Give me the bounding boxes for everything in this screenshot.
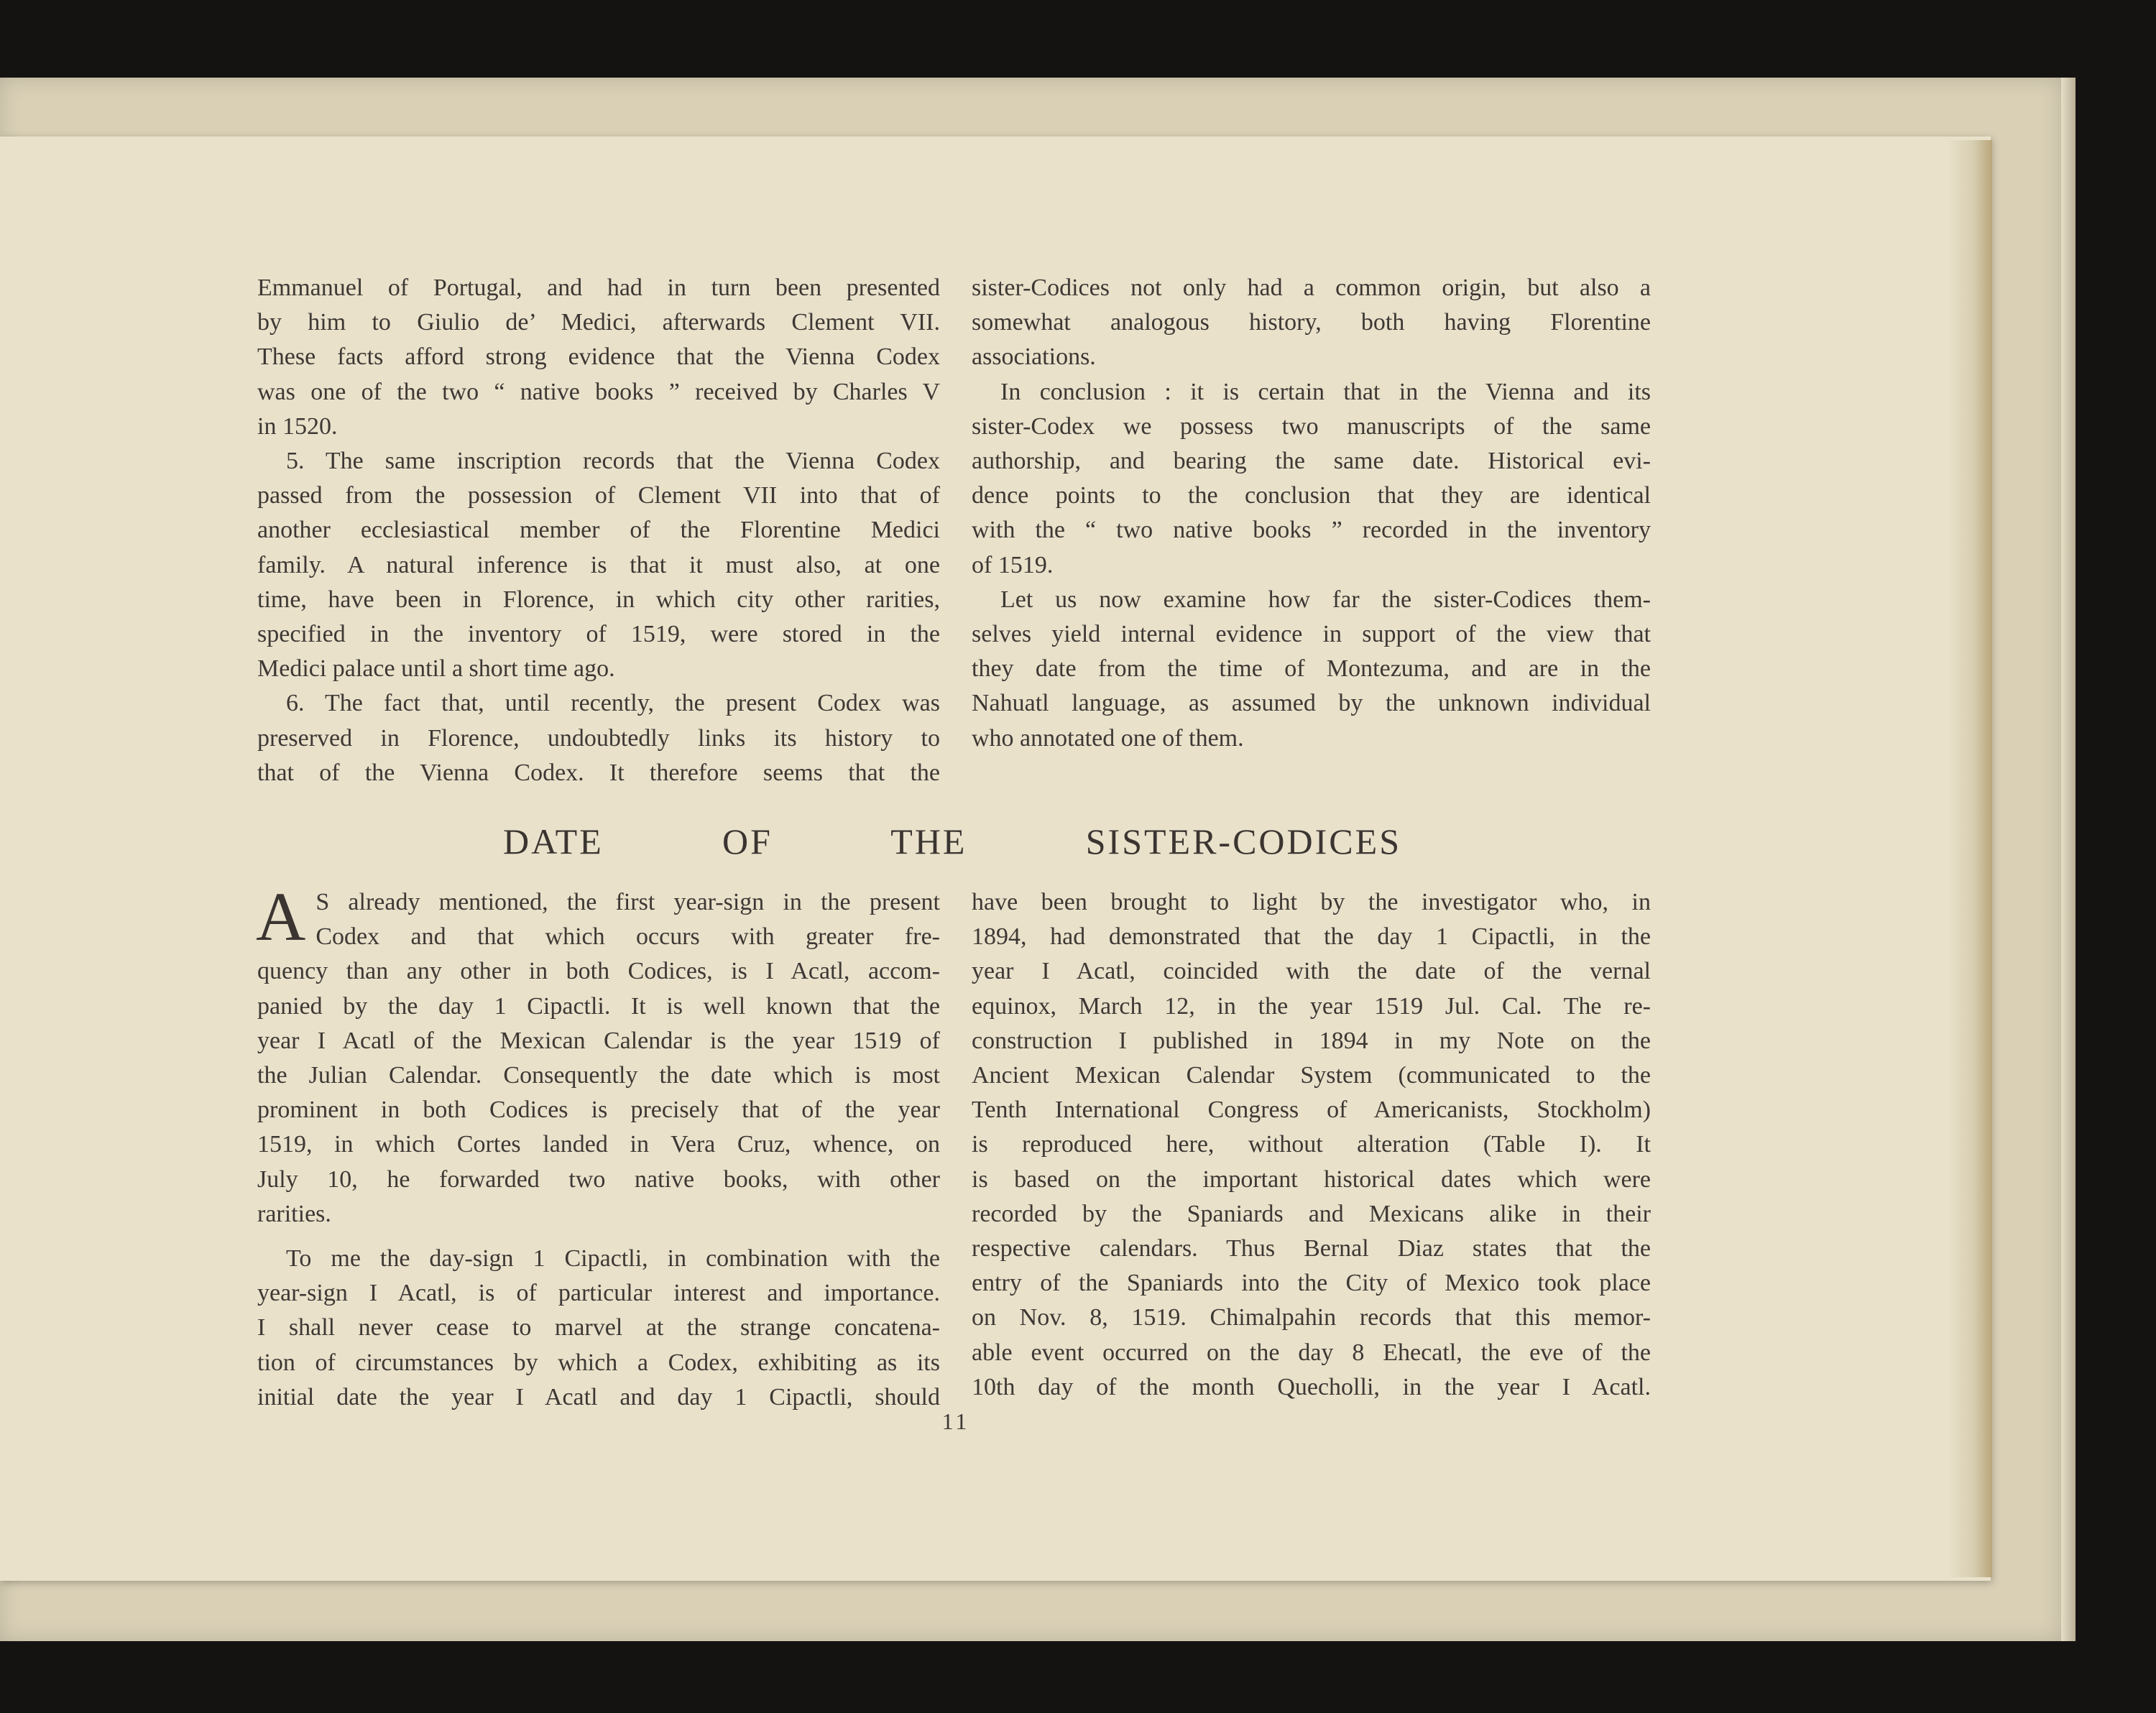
- text-line: In conclusion : it is certain that in the Vienna and its: [1000, 378, 1651, 405]
- column-bottom-right: [972, 885, 1651, 1405]
- column-top-left: [257, 271, 940, 790]
- text-line: July 10, he forwarded two native books, with other: [257, 1165, 940, 1193]
- text-line: respective calendars. Thus Bernal Diaz states that the: [972, 1235, 1651, 1262]
- drop-cap: A: [256, 878, 306, 955]
- text-line: they date from the time of Montezuma, and are in the: [972, 655, 1651, 683]
- section-heading: DATE OF THE SISTER-CODICES: [503, 821, 1401, 862]
- text-line: in 1520.: [257, 412, 338, 440]
- text-line: is based on the important historical dates which were: [972, 1165, 1651, 1193]
- paragraph: [257, 1242, 940, 1415]
- text-line: time, have been in Florence, in which city other rarities,: [257, 586, 940, 613]
- column-top-right: [972, 271, 1651, 756]
- paragraph: [972, 583, 1651, 756]
- text-line: was one of the two “ native books ” received by Charles V: [257, 378, 940, 405]
- text-line: quency than any other in both Codices, is I Acatl, accom-: [257, 958, 940, 985]
- text-line: 6. The fact that, until recently, the present Codex was: [286, 690, 940, 717]
- text-line: year-sign I Acatl, is of particular interest and importance.: [257, 1280, 940, 1307]
- paragraph: [972, 885, 1651, 1405]
- text-line: able event occurred on the day 8 Ehecatl, the eve of the: [972, 1339, 1651, 1366]
- paragraph: [257, 444, 940, 686]
- text-line: with the “ two native books ” recorded in the inventory: [972, 517, 1651, 544]
- text-line: year I Acatl of the Mexican Calendar is the year 1519 of: [257, 1027, 940, 1054]
- board-edge: [2061, 78, 2076, 1641]
- text-line: passed from the possession of Clement VII into that of: [257, 482, 940, 509]
- page-number: 11: [941, 1408, 970, 1434]
- text-line: sister-Codices not only had a common origin, but also a: [972, 274, 1651, 301]
- text-line: Tenth International Congress of Americanists, Stockholm): [972, 1096, 1651, 1124]
- column-bottom-left: [256, 878, 940, 1415]
- text-line: prominent in both Codices is precisely that of the year: [257, 1096, 940, 1124]
- page-fold: [1949, 140, 1992, 1577]
- text-line: 1519, in which Cortes landed in Vera Cruz, whence, on: [257, 1131, 940, 1158]
- text-line: year I Acatl, coincided with the date of the vernal: [972, 958, 1651, 985]
- text-line: that of the Vienna Codex. It therefore seems that the: [257, 759, 940, 786]
- text-line: 10th day of the month Quecholli, in the year I Acatl.: [972, 1373, 1651, 1400]
- text-line: associations.: [972, 343, 1096, 371]
- text-line: construction I published in 1894 in my Note on the: [972, 1027, 1651, 1054]
- text-line: by him to Giulio de’ Medici, afterwards Clement VII.: [257, 309, 940, 336]
- text-line: family. A natural inference is that it must also, at one: [257, 551, 940, 578]
- text-line: the Julian Calendar. Consequently the date which is most: [257, 1062, 940, 1089]
- text-line: preserved in Florence, undoubtedly links its history to: [257, 724, 940, 752]
- text-line: recorded by the Spaniards and Mexicans alike in their: [972, 1200, 1651, 1227]
- text-line: selves yield internal evidence in support of the view that: [972, 621, 1651, 648]
- text-line: These facts afford strong evidence that the Vienna Codex: [257, 343, 940, 371]
- text-line: specified in the inventory of 1519, were stored in the: [257, 621, 940, 648]
- text-line: panied by the day 1 Cipactli. It is well known that the: [257, 992, 940, 1020]
- text-line: Let us now examine how far the sister-Codices them-: [1000, 586, 1651, 613]
- text-line: rarities.: [257, 1200, 331, 1227]
- paragraph: [257, 271, 940, 444]
- text-line: I shall never cease to marvel at the strange concatena-: [257, 1314, 940, 1342]
- text-line: have been brought to light by the investigator who, in: [972, 889, 1651, 915]
- text-line: Emmanuel of Portugal, and had in turn been presented: [257, 274, 940, 301]
- text-line: of 1519.: [972, 551, 1054, 578]
- text-line: To me the day-sign 1 Cipactli, in combination with the: [286, 1245, 940, 1273]
- text-line: on Nov. 8, 1519. Chimalpahin records that this memor-: [972, 1304, 1651, 1331]
- text-line: sister-Codex we possess two manuscripts of the same: [972, 412, 1651, 440]
- paragraph: [256, 878, 940, 1232]
- text-line: entry of the Spaniards into the City of Mexico took place: [972, 1270, 1651, 1297]
- text-line: tion of circumstances by which a Codex, exhibiting as its: [257, 1349, 940, 1376]
- text-line: Ancient Mexican Calendar System (communicated to the: [972, 1062, 1651, 1089]
- text-line: Codex and that which occurs with greater fre-: [315, 923, 940, 951]
- text-line: somewhat analogous history, both having Florentine: [972, 309, 1651, 336]
- paragraph: [257, 686, 940, 790]
- text-line: initial date the year I Acatl and day 1 Cipactli, should: [257, 1383, 940, 1410]
- text-line: who annotated one of them.: [972, 724, 1244, 752]
- text-line: is reproduced here, without alteration (Table I). It: [972, 1131, 1651, 1158]
- text-line: another ecclesiastical member of the Florentine Medici: [257, 517, 940, 544]
- text-line: 5. The same inscription records that the Vienna Codex: [286, 448, 940, 475]
- text-line: 1894, had demonstrated that the day 1 Cipactli, in the: [972, 923, 1651, 951]
- text-line: equinox, March 12, in the year 1519 Jul. Cal. The re-: [972, 992, 1651, 1020]
- text-line: dence points to the conclusion that they are identical: [972, 482, 1651, 509]
- text-line: authorship, and bearing the same date. Historical evi-: [972, 448, 1651, 475]
- text-line: Medici palace until a short time ago.: [257, 655, 615, 683]
- paragraph: [972, 375, 1651, 583]
- text-line: Nahuatl language, as assumed by the unknown individual: [972, 690, 1651, 717]
- paragraph: [972, 271, 1651, 375]
- text-line: S already mentioned, the first year-sign in the present: [315, 889, 940, 915]
